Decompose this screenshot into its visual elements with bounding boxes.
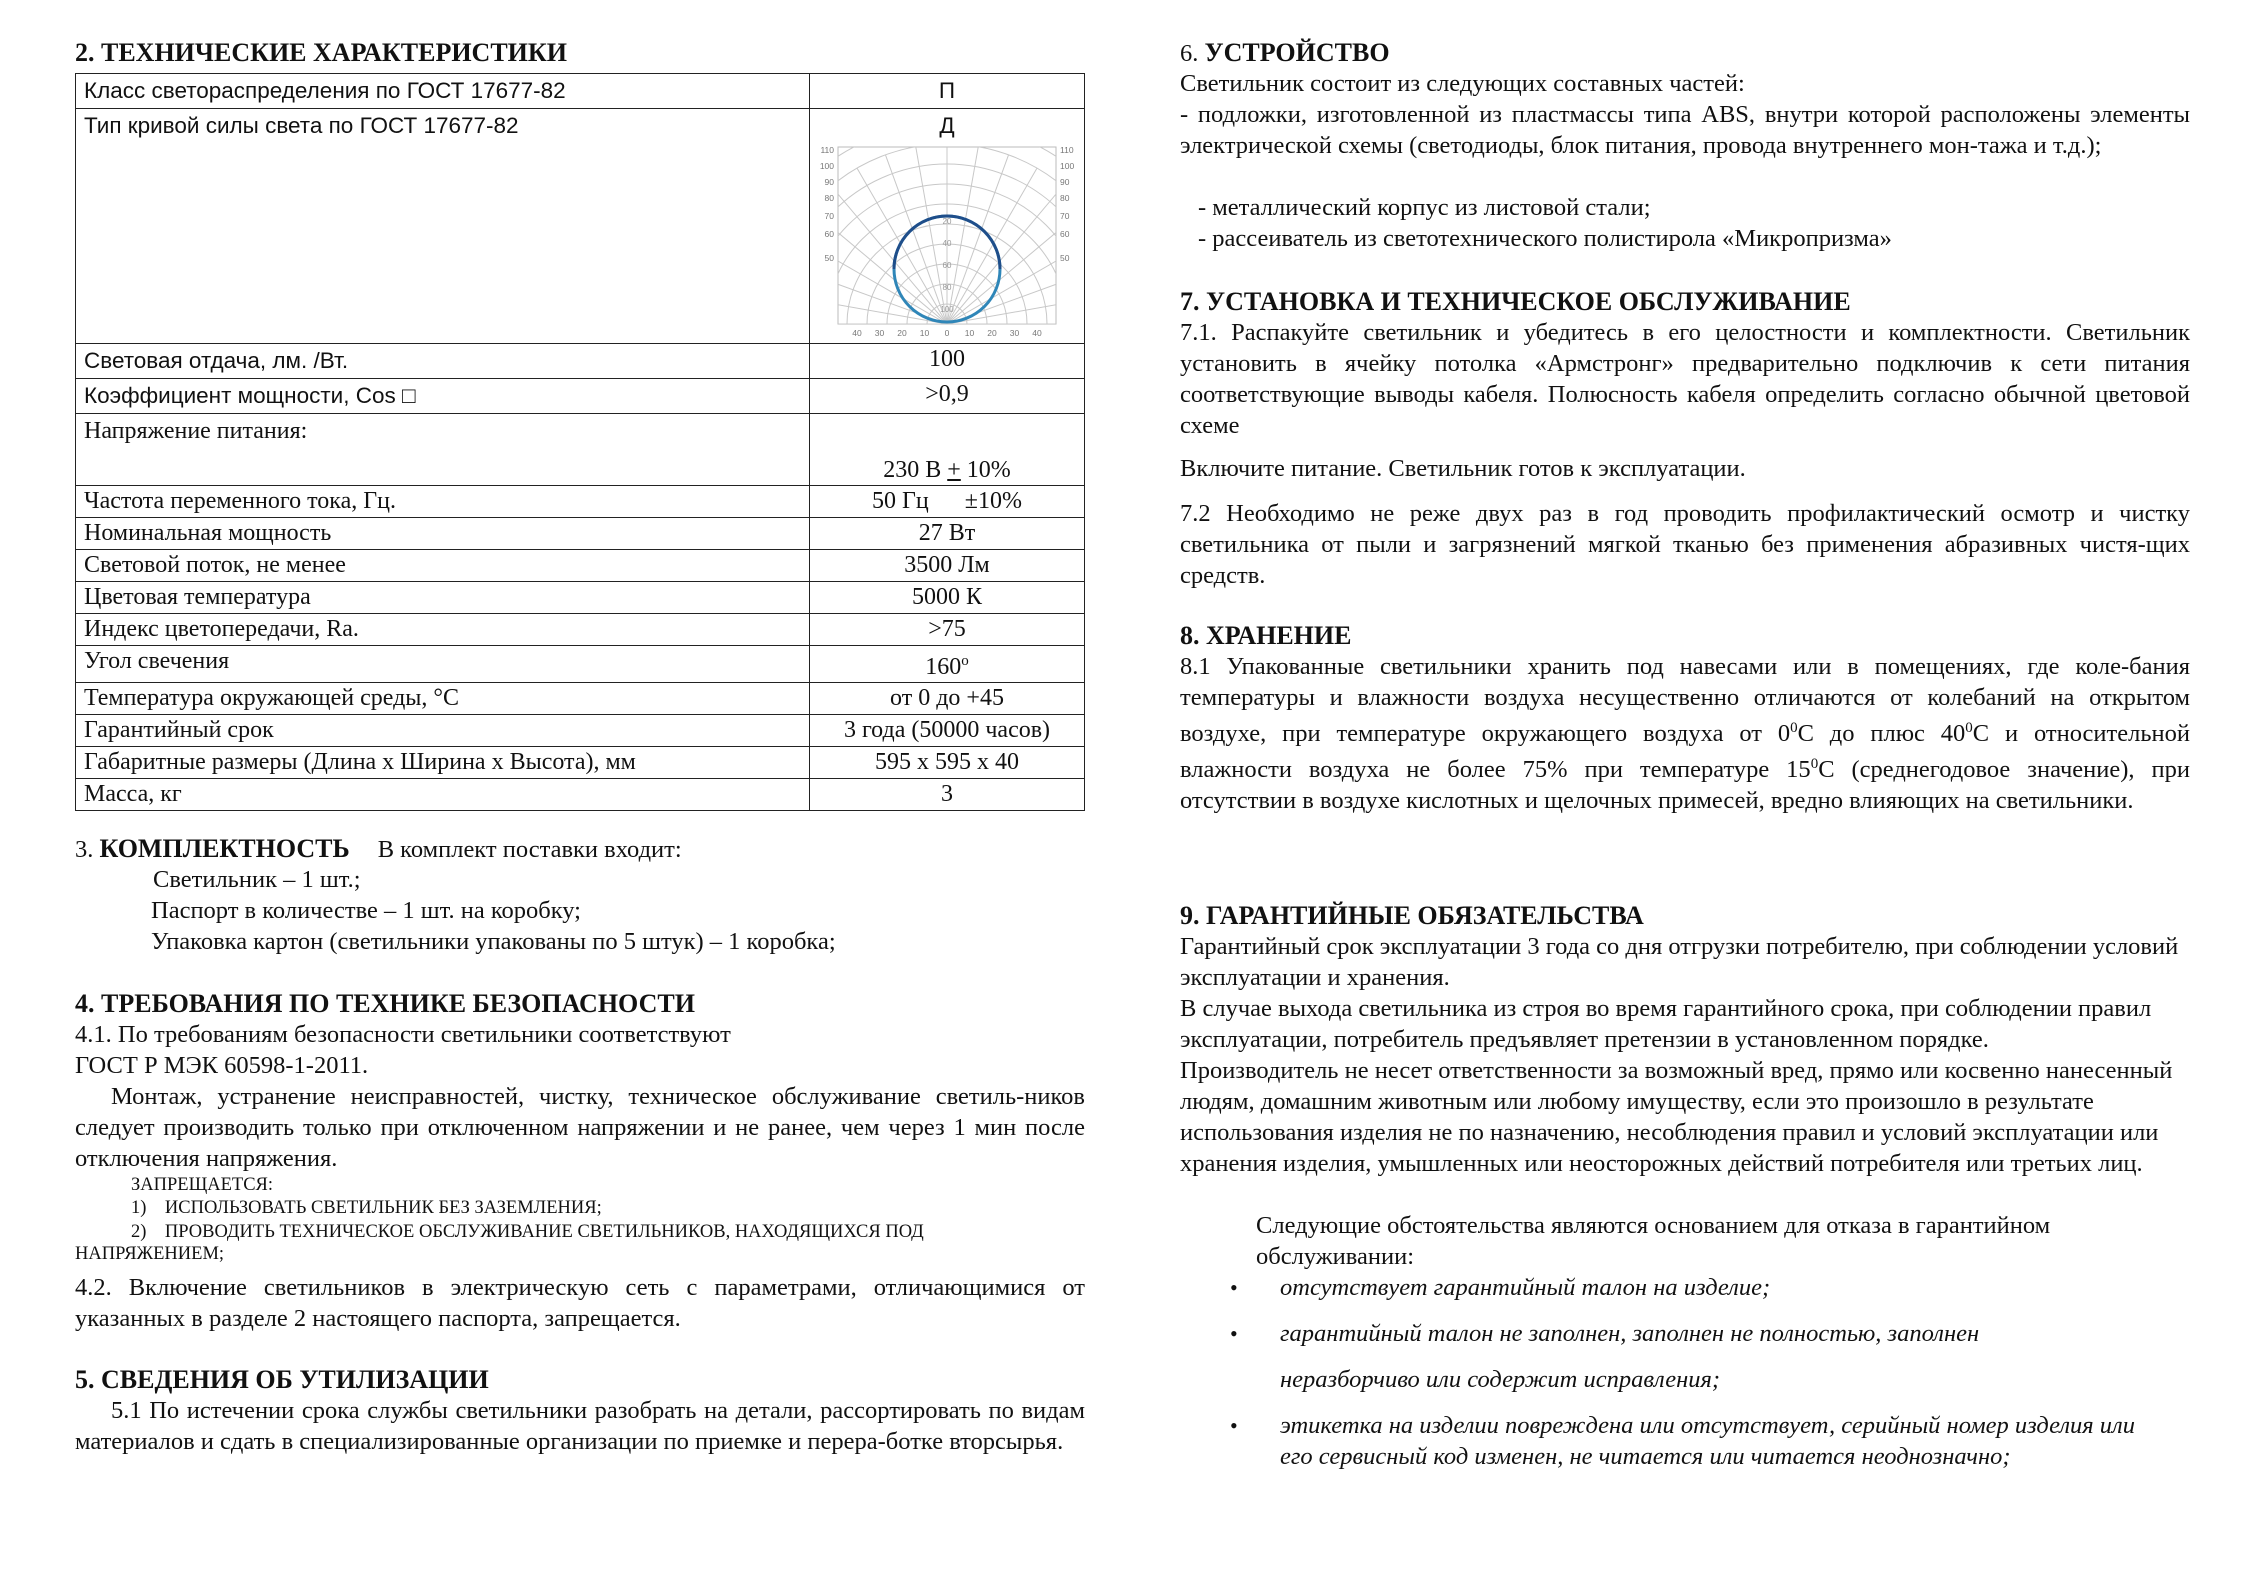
- spec-label: Световая отдача, лм. /Вт.: [76, 344, 810, 379]
- table-row: [76, 74, 1085, 109]
- spec-label: Напряжение питания:: [76, 414, 810, 486]
- storage-text: 8.1 Упакованные светильники хранить под навесами или в помещениях, где коле-бания температуры и влажности воздуха несущественно отличаются от колебаний на открытом воздухе, при температуре окружающего воздуха от 0: [1180, 653, 2190, 748]
- table-row: [76, 683, 1085, 715]
- storage-text: С до плюс 40: [1797, 720, 1966, 748]
- voltage-value: 230 В: [883, 457, 948, 483]
- section-7-paragraph: 7.2 Необходимо не реже двух раз в год проводить профилактический осмотр и чистку светильника от пыли и загрязнений мягкой тканью без применения абразивных чистя-щих средств.: [1180, 500, 2190, 589]
- tick-label-right: 100: [1060, 161, 1075, 171]
- tick-label-bottom: 10: [964, 328, 975, 338]
- degree-mark: 0: [1810, 756, 1819, 773]
- section-6-paragraph: - металлический корпус из листовой стали;: [1198, 194, 1651, 221]
- tick-label-bottom: 20: [987, 328, 997, 338]
- refusal-reason: отсутствует гарантийный талон на изделие;: [1280, 1274, 1771, 1301]
- tick-label-right: 80: [1060, 193, 1070, 203]
- spec-label: Температура окружающей среды, °С: [76, 683, 810, 715]
- voltage-tolerance: 10%: [960, 457, 1011, 483]
- tick-label-left: 50: [824, 253, 834, 263]
- section-7-paragraph: Включите питание. Светильник готов к эксплуатации.: [1180, 455, 1746, 482]
- tick-label-bottom: 0: [944, 328, 950, 338]
- table-row: [76, 747, 1085, 779]
- kit-item: Паспорт в количестве – 1 шт. на коробку;: [151, 897, 581, 924]
- table-row: [76, 715, 1085, 747]
- section-4-paragraph: Монтаж, устранение неисправностей, чистку, техническое обслуживание светиль-ников следует производить только при отключенном напряжении и не ранее, чем через 1 мин после отключения напряжения.: [75, 1083, 1085, 1172]
- spec-value-cell: [810, 109, 1085, 344]
- spec-label: Цветовая температура: [76, 582, 810, 614]
- refusal-reason-continued: неразборчиво или содержит исправления;: [1280, 1366, 1721, 1393]
- grid-ray: [947, 262, 1084, 324]
- kit-item: Упаковка картон (светильники упакованы по 5 штук) – 1 коробка;: [151, 928, 836, 955]
- spec-label: Угол свечения: [76, 646, 810, 683]
- tick-label-bottom: 30: [874, 328, 885, 338]
- table-row: [76, 646, 1085, 683]
- radial-label: 80: [942, 283, 952, 292]
- table-row: [76, 486, 1085, 518]
- section-6-heading: [1180, 37, 2190, 69]
- section-5-paragraph: 5.1 По истечении срока службы светильники разобрать на детали, рассортировать по видам материалов и сдать в специализированные организации по приемке и перера-ботке вторсырья.: [75, 1397, 1085, 1455]
- spec-label: Частота переменного тока, Гц.: [76, 486, 810, 518]
- grid-ray: [947, 234, 1084, 324]
- forbidden-item: 1) ИСПОЛЬЗОВАТЬ СВЕТИЛЬНИК БЕЗ ЗАЗЕМЛЕНИЯ;: [131, 1198, 602, 1218]
- tick-label-right: 50: [1060, 253, 1070, 263]
- section-3-number: 3.: [75, 836, 100, 863]
- angle-value: 160: [925, 654, 962, 680]
- section-4-title: 4. ТРЕБОВАНИЯ ПО ТЕХНИКЕ БЕЗОПАСНОСТИ: [75, 989, 695, 1018]
- spec-value: 100: [810, 344, 1085, 379]
- table-row: [76, 344, 1085, 379]
- spec-value: [810, 414, 1085, 486]
- forbidden-item-continued: НАПРЯЖЕНИЕМ;: [75, 1244, 225, 1264]
- spec-label: Габаритные размеры (Длина х Ширина х Высота), мм: [76, 747, 810, 779]
- spec-label: Номинальная мощность: [76, 518, 810, 550]
- forbidden-item: 2) ПРОВОДИТЬ ТЕХНИЧЕСКОЕ ОБСЛУЖИВАНИЕ СВЕТИЛЬНИКОВ, НАХОДЯЩИХСЯ ПОД: [131, 1222, 924, 1242]
- spec-value: 595 х 595 х 40: [810, 747, 1085, 779]
- voltage-plus-minus: +: [947, 457, 961, 483]
- spec-label: Класс светораспределения по ГОСТ 17677-82: [76, 74, 810, 109]
- spec-label: Масса, кг: [76, 779, 810, 811]
- section-4-paragraph: 4.1. По требованиям безопасности светильники соответствуют: [75, 1021, 731, 1048]
- list-item: [1180, 1410, 2190, 1472]
- section-3-intro: В комплект поставки входит:: [377, 836, 682, 863]
- degree-mark: 0: [1790, 720, 1798, 736]
- section-2-title: 2. ТЕХНИЧЕСКИЕ ХАРАКТЕРИСТИКИ: [75, 38, 567, 67]
- section-6-paragraph: - рассеиватель из светотехнического полистирола «Микропризма»: [1198, 225, 1892, 252]
- refusal-reason: этикетка на изделии повреждена или отсутствует, серийный номер изделия или его сервисный код изменен, не читается или читается неоднозначно;: [1280, 1412, 2135, 1470]
- tick-label-bottom: 20: [897, 328, 907, 338]
- storage-text: С и относительной влажности воздуха не более 75% при температуре 15: [1180, 720, 2191, 784]
- table-row: [76, 109, 1085, 344]
- section-6-number: 6.: [1180, 40, 1205, 67]
- degree-mark: о: [961, 653, 969, 669]
- section-7-paragraph: 7.1. Распакуйте светильник и убедитесь в его целостности и комплектности. Светильник установить в ячейку потолка «Армстронг» предварительно подключив к сети питания соответствующие выводы кабеля. Полюсность кабеля определить согласно обычной цветовой схеме: [1180, 319, 2190, 439]
- table-row: [76, 550, 1085, 582]
- spec-label: Тип кривой силы света по ГОСТ 17677-82: [76, 109, 810, 344]
- spec-label: Коэффициент мощности, Cos □: [76, 379, 810, 414]
- table-row: [76, 779, 1085, 811]
- list-item: [1180, 1272, 2190, 1303]
- forbidden-heading: ЗАПРЕЩАЕТСЯ:: [131, 1175, 274, 1195]
- tick-label-right: 70: [1060, 211, 1070, 221]
- radial-label: 100: [940, 305, 954, 314]
- spec-value: >75: [810, 614, 1085, 646]
- tick-label-left: 80: [824, 193, 834, 203]
- spec-table: [75, 73, 1085, 811]
- bullet-icon: •: [1230, 1321, 1238, 1346]
- bullet-icon: •: [1230, 1275, 1238, 1300]
- section-4-paragraph: 4.2. Включение светильников в электрическую сеть с параметрами, отличающимися от указанных в разделе 2 настоящего паспорта, запрещается.: [75, 1274, 1085, 1332]
- radial-label: 60: [942, 261, 952, 270]
- section-9-title: 9. ГАРАНТИЙНЫЕ ОБЯЗАТЕЛЬСТВА: [1180, 901, 1644, 930]
- tick-label-bottom: 30: [1009, 328, 1020, 338]
- table-row: [76, 614, 1085, 646]
- section-7-title: 7. УСТАНОВКА И ТЕХНИЧЕСКОЕ ОБСЛУЖИВАНИЕ: [1180, 287, 1851, 316]
- section-4-paragraph: ГОСТ Р МЭК 60598-1-2011.: [75, 1052, 369, 1079]
- light-intensity-polar-chart: [810, 139, 1084, 339]
- spec-value: Д: [939, 113, 955, 138]
- spec-label: Гарантийный срок: [76, 715, 810, 747]
- spec-value: П: [810, 74, 1085, 109]
- tick-label-right: 90: [1060, 177, 1070, 187]
- tick-label-left: 60: [824, 229, 834, 239]
- radial-label: 20: [942, 217, 952, 226]
- tick-label-left: 70: [824, 211, 834, 221]
- tick-label-bottom: 10: [919, 328, 930, 338]
- tick-label-left: 110: [820, 145, 834, 155]
- degree-mark: 0: [1965, 720, 1973, 736]
- spec-value: 3500 Лм: [810, 550, 1085, 582]
- tick-label-bottom: 40: [852, 328, 862, 338]
- tick-label-left: 90: [824, 177, 834, 187]
- bullet-icon: •: [1230, 1413, 1238, 1438]
- section-5-title: 5. СВЕДЕНИЯ ОБ УТИЛИЗАЦИИ: [75, 1365, 489, 1394]
- refusal-reason: гарантийный талон не заполнен, заполнен не полностью, заполнен: [1280, 1320, 1980, 1347]
- tick-label-left: 100: [819, 161, 834, 171]
- table-row: [76, 379, 1085, 414]
- tick-label-right: 110: [1060, 145, 1074, 155]
- tick-label-bottom: 40: [1032, 328, 1042, 338]
- spec-label: Световой поток, не менее: [76, 550, 810, 582]
- spec-value: 3 года (50000 часов): [810, 715, 1085, 747]
- section-6-title: УСТРОЙСТВО: [1204, 38, 1390, 67]
- spec-value: 3: [810, 779, 1085, 811]
- table-row: [76, 582, 1085, 614]
- grid-ray: [810, 262, 947, 324]
- spec-value: [810, 646, 1085, 683]
- section-9-paragraph: В случае выхода светильника из строя во время гарантийного срока, при соблюдении правил эксплуатации, потребитель предъявляет претензии в установленном порядке.: [1180, 995, 2152, 1053]
- table-row: [76, 518, 1085, 550]
- list-item: [1180, 1318, 2190, 1349]
- spec-label: Индекс цветопередачи, Ra.: [76, 614, 810, 646]
- section-6-paragraph: Светильник состоит из следующих составных частей:: [1180, 70, 1745, 97]
- spec-value: 5000 К: [810, 582, 1085, 614]
- section-8-paragraph: [1180, 651, 2190, 816]
- storage-text: С (среднегодовое значение), при отсутствии в воздухе кислотных и щелочных примесей, вредно влияющих на светильники.: [1180, 756, 2190, 815]
- tick-label-right: 60: [1060, 229, 1070, 239]
- radial-label: 40: [942, 239, 952, 248]
- section-8-title: 8. ХРАНЕНИЕ: [1180, 621, 1352, 650]
- section-9-paragraph: Гарантийный срок эксплуатации 3 года со дня отгрузки потребителю, при соблюдении условий эксплуатации и хранения.: [1180, 933, 2179, 991]
- section-3: [75, 833, 1085, 865]
- section-6-paragraph: - подложки, изготовленной из пластмассы типа ABS, внутри которой расположены элементы электрической схемы (светодиоды, блок питания, провода внутреннего мон-тажа и т.д.);: [1180, 101, 2190, 159]
- section-3-title: КОМПЛЕКТНОСТЬ: [99, 834, 350, 863]
- spec-value: >0,9: [810, 379, 1085, 414]
- spec-value: от 0 до +45: [810, 683, 1085, 715]
- spec-value: 27 Вт: [810, 518, 1085, 550]
- kit-item: Светильник – 1 шт.;: [153, 866, 361, 893]
- section-9-paragraph: Производитель не несет ответственности за возможный вред, прямо или косвенно нанесенный людям, домашним животным или любому имуществу, если это произошло в результате использования изделия не по назначению, несоблюдения правил и условий эксплуатации или хранения изделия, умышленных или неосторожных действий потребителя или третьих лиц.: [1180, 1057, 2173, 1177]
- spec-value: 50 Гц ±10%: [810, 486, 1085, 518]
- table-row: [76, 414, 1085, 486]
- grid-ray: [810, 234, 947, 324]
- section-9-paragraph: Следующие обстоятельства являются основанием для отказа в гарантийном обслуживании:: [1256, 1212, 2051, 1270]
